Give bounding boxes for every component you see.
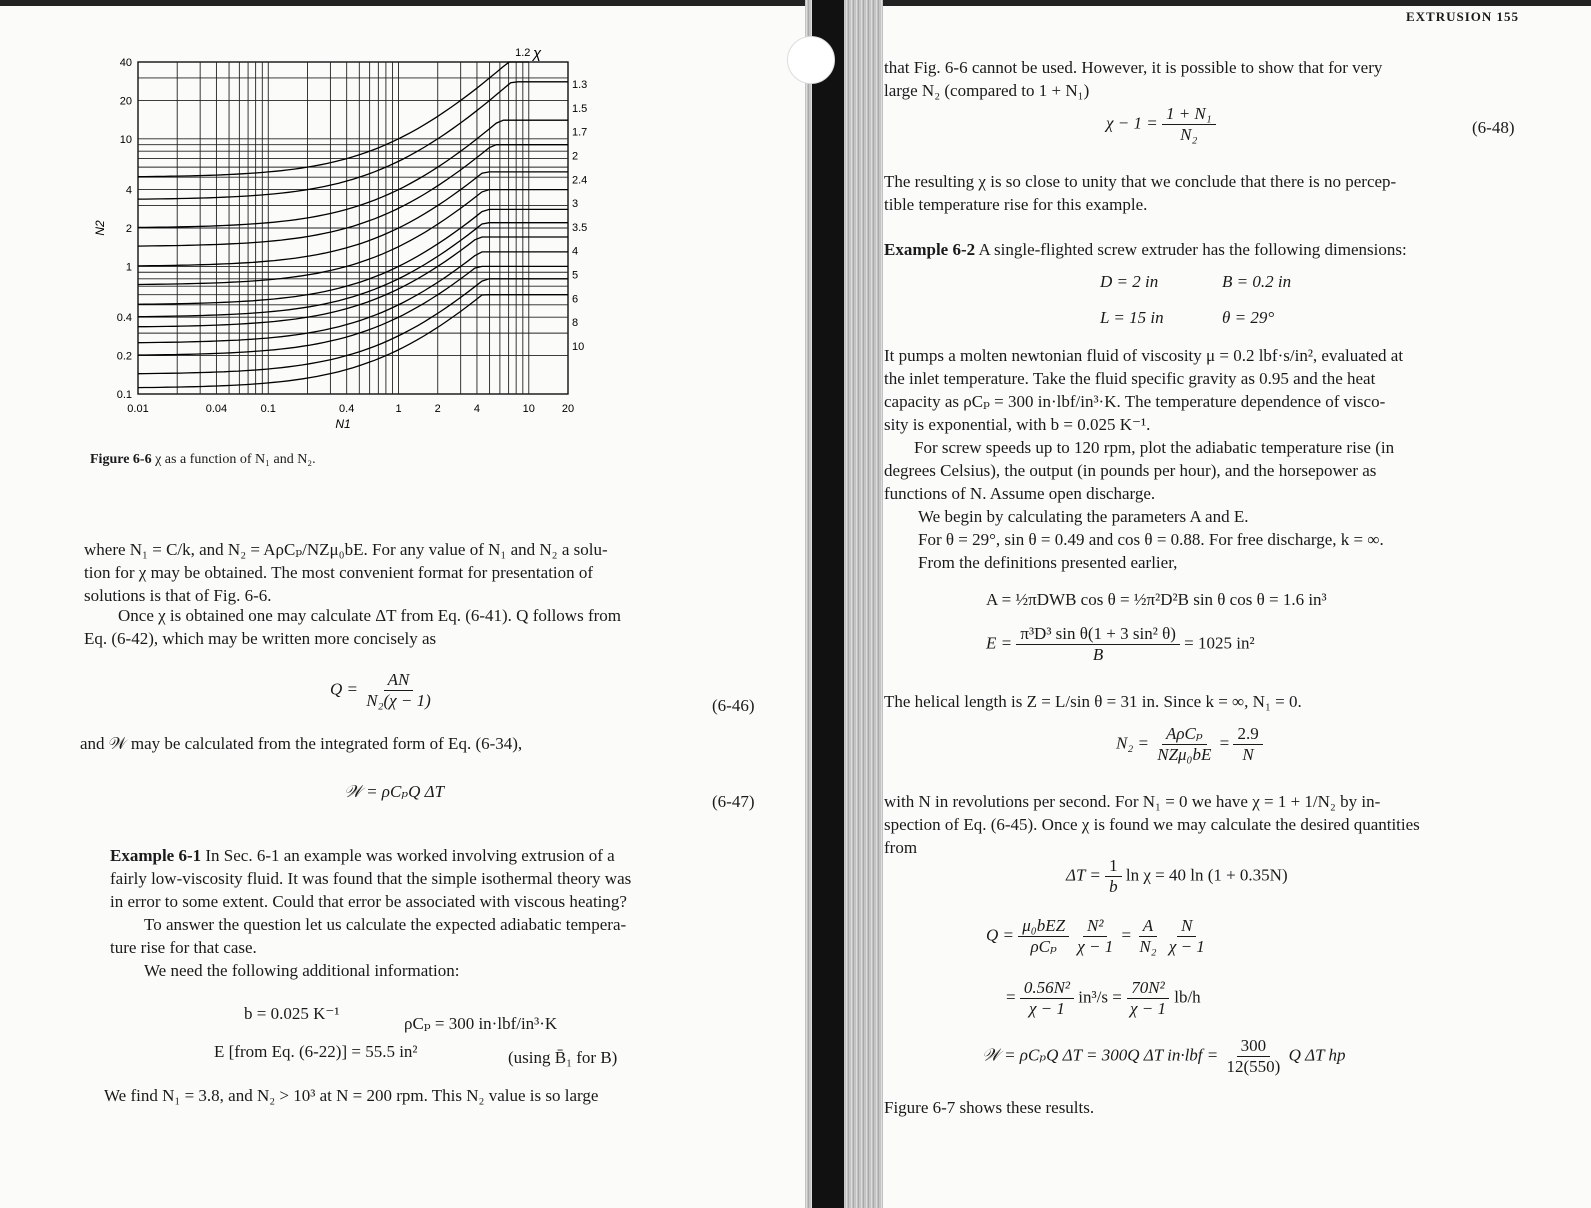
x-tick-label: 10 <box>522 403 535 415</box>
equation-delta-t <box>1066 856 1288 897</box>
example-label: Example 6-1 <box>110 846 202 865</box>
text-line: ture rise for that case. <box>110 938 257 957</box>
right-page <box>840 0 1591 1208</box>
text-line: fairly low-viscosity fluid. It was found that the simple isothermal theory was <box>110 869 632 888</box>
x-tick-label: 0.04 <box>205 403 228 415</box>
text-line: solutions is that of Fig. 6-6. <box>84 586 272 605</box>
eq-sign: = <box>1006 987 1016 1007</box>
text-line: sity is exponential, with b = 0.025 K⁻¹. <box>884 415 1151 434</box>
equation-6-48 <box>1106 104 1216 145</box>
paragraph-resulting-chi <box>884 170 1524 216</box>
text-line: that Fig. 6-6 cannot be used. However, it is possible to show that for very <box>884 58 1383 77</box>
chi-legend-labels <box>515 47 587 353</box>
text-line: tible temperature rise for this example. <box>884 195 1148 214</box>
text-line: Once χ is obtained one may calculate ΔT from Eq. (6-41). Q follows from <box>118 606 621 625</box>
x-tick-label: 4 <box>473 403 481 415</box>
paragraph-helical-length: The helical length is Z = L/sin θ = 31 in. Since k = ∞, N₁ = 0. <box>884 692 1302 711</box>
legend-label-6: 6 <box>572 293 579 306</box>
chi-curve-1-2 <box>138 62 529 177</box>
eq-numerator: N² <box>1083 916 1107 937</box>
x-tick-label: 2 <box>434 403 441 415</box>
example-text: In Sec. 6-1 an example was worked involving extrusion of a <box>205 846 615 865</box>
y-tick-label: 2 <box>125 223 132 235</box>
equation-q <box>986 916 1209 957</box>
eq-lhs: N₂ = <box>1116 733 1149 753</box>
eq-fraction <box>1233 724 1262 765</box>
figure-6-6-chart <box>60 40 620 440</box>
info-using: (using B̄₁ for B) <box>508 1048 618 1067</box>
eq-denominator: N₂(χ − 1) <box>366 691 431 710</box>
equation-a: A = ½πDWB cos θ = ½π²D²B sin θ cos θ = 1.6 in³ <box>986 590 1327 609</box>
chart-curves <box>138 62 568 388</box>
y-tick-label: 40 <box>119 57 132 69</box>
y-tick-label: 0.4 <box>116 312 132 325</box>
legend-label-1-3: 1.3 <box>572 79 588 91</box>
equation-number: (6-48) <box>1472 118 1515 137</box>
eq-numerator: 1 <box>1105 856 1122 877</box>
eq-denominator: N₂ <box>1139 937 1157 956</box>
eq-fraction <box>1223 1036 1285 1077</box>
eq-denominator: 12(550) <box>1226 1057 1281 1076</box>
text-line: capacity as ρCₚ = 300 in·lbf/in³·K. The temperature dependence of visco- <box>884 392 1386 411</box>
eq-numerator: N <box>1177 916 1196 937</box>
eq-fraction <box>1016 624 1180 665</box>
x-tick-labels <box>127 403 574 415</box>
legend-title: χ <box>533 45 542 62</box>
figure-caption-label: Figure 6-6 <box>90 452 152 467</box>
eq-denominator: b <box>1109 877 1118 896</box>
y-tick-label: 4 <box>125 184 132 197</box>
y-axis-label: N2 <box>93 220 107 236</box>
eq-lhs: χ − 1 = <box>1106 113 1158 133</box>
eq-numerator: 0.56N² <box>1020 978 1074 999</box>
chi-curve-4 <box>138 237 568 327</box>
legend-label-1-5: 1.5 <box>572 102 588 115</box>
eq-fraction <box>1018 916 1069 957</box>
text-line: spection of Eq. (6-45). Once χ is found we may calculate the desired quantities <box>884 815 1420 834</box>
text-line: where N₁ = C/k, and N₂ = AρCₚ/NZμ₀bE. For any value of N₁ and N₂ a solu- <box>84 540 608 559</box>
eq-fraction <box>1020 978 1074 1019</box>
eq-numerator: AρCₚ <box>1162 724 1207 745</box>
eq-lhs: E = <box>986 633 1013 653</box>
eq-numerator: 1 + N₁ <box>1162 104 1216 125</box>
y-tick-label: 0.2 <box>116 350 132 363</box>
legend-label-10: 10 <box>572 341 585 353</box>
legend-label-2-4: 2.4 <box>572 174 588 187</box>
text-line: large N₂ (compared to 1 + N₁) <box>884 81 1090 100</box>
paragraph-example-6-2-body <box>884 344 1524 574</box>
equation-6-46 <box>330 670 435 711</box>
eq-denominator: N₂ <box>1180 125 1198 144</box>
eq-lhs: Q = <box>986 925 1014 945</box>
x-tick-label: 20 <box>561 403 575 415</box>
legend-label-8: 8 <box>572 317 579 330</box>
legend-label-3-5: 3.5 <box>572 221 588 234</box>
x-tick-label: 0.01 <box>127 403 149 415</box>
text-line: from <box>884 838 918 857</box>
text-line: For screw speeds up to 120 rpm, plot the adiabatic temperature rise (in <box>914 438 1395 457</box>
y-tick-labels <box>117 57 132 401</box>
eq-numerator: 2.9 <box>1233 724 1262 745</box>
eq-sign: = <box>1219 733 1230 753</box>
legend-label-1-2: 1.2 <box>515 47 531 59</box>
eq-numerator: π³D³ sin θ(1 + 3 sin² θ) <box>1016 624 1180 645</box>
text-line: in error to some extent. Could that error be associated with viscous heating? <box>110 892 627 911</box>
equation-q-numeric <box>1006 978 1201 1019</box>
text-line: It pumps a molten newtonian fluid of viscosity μ = 0.2 lbf·s/in², evaluated at <box>884 346 1404 365</box>
legend-label-5: 5 <box>572 269 579 282</box>
eq-unit: lb/h <box>1174 987 1201 1007</box>
equation-w <box>982 1036 1346 1077</box>
legend-label-2: 2 <box>572 150 579 163</box>
eq-lhs: 𝒲 = ρCₚQ ΔT = 300Q ΔT in·lbf = <box>982 1045 1219 1065</box>
eq-numerator: A <box>1139 916 1157 937</box>
example-label: Example 6-2 <box>884 240 976 259</box>
eq-fraction <box>362 670 435 711</box>
eq-fraction <box>1135 916 1160 957</box>
info-e: E [from Eq. (6-22)] = 55.5 in² <box>214 1042 418 1061</box>
eq-fraction <box>1126 978 1170 1019</box>
paragraph-n1-n2 <box>84 538 774 607</box>
x-tick-label: 1 <box>395 403 402 415</box>
legend-label-3: 3 <box>572 198 579 211</box>
equation-n2 <box>1116 724 1263 765</box>
eq-unit: in³/s = <box>1078 987 1122 1007</box>
figure-caption <box>90 452 316 468</box>
text-line: degrees Celsius), the output (in pounds per hour), and the horsepower as <box>884 461 1377 480</box>
legend-label-4: 4 <box>572 245 579 258</box>
paragraph-figure-6-7: Figure 6-7 shows these results. <box>884 1098 1095 1117</box>
eq-denominator: χ − 1 <box>1077 937 1114 956</box>
equation-e <box>986 624 1255 665</box>
legend-label-1-7: 1.7 <box>572 126 588 139</box>
chi-curve-1-7 <box>138 145 568 246</box>
eq-numerator: 300 <box>1237 1036 1271 1057</box>
paragraph-with-n <box>884 790 1544 859</box>
running-header: EXTRUSION 155 <box>1406 9 1520 24</box>
text-line: tion for χ may be obtained. The most convenient format for presentation of <box>84 563 594 582</box>
punch-hole <box>787 36 835 84</box>
eq-fraction <box>1165 916 1209 957</box>
eq-numerator: μ₀bEZ <box>1018 916 1069 937</box>
text-line: the inlet temperature. Take the fluid specific gravity as 0.95 and the heat <box>884 369 1376 388</box>
eq-lhs: Q = <box>330 679 358 699</box>
y-tick-label: 1 <box>125 261 132 274</box>
eq-lhs: ΔT = <box>1066 865 1101 885</box>
eq-rhs: Q ΔT hp <box>1288 1045 1346 1065</box>
eq-numerator: AN <box>384 670 414 691</box>
text-line <box>110 844 770 867</box>
eq-fraction <box>1162 104 1216 145</box>
text-line: functions of N. Assume open discharge. <box>884 484 1156 503</box>
dimension-d: D = 2 in <box>1100 272 1159 291</box>
text-line: We need the following additional information: <box>144 961 460 980</box>
eq-rhs: ln χ = 40 ln (1 + 0.35N) <box>1125 865 1288 885</box>
chart-grid <box>138 62 568 394</box>
equation-number: (6-47) <box>712 792 755 811</box>
eq-denominator: N <box>1242 745 1254 764</box>
dimension-theta: θ = 29° <box>1222 308 1275 327</box>
eq-fraction <box>1153 724 1215 765</box>
chi-curve-1-5 <box>138 120 568 227</box>
x-axis-label: N1 <box>335 417 351 431</box>
paragraph-fig-6-6-cannot <box>884 56 1514 102</box>
eq-denominator: χ − 1 <box>1028 999 1065 1018</box>
last-line-left: We find N₁ = 3.8, and N₂ > 10³ at N = 200 rpm. This N₂ value is so large <box>104 1086 599 1105</box>
y-tick-label: 20 <box>119 95 132 108</box>
eq-rhs: = 1025 in² <box>1184 633 1255 653</box>
text-line: We begin by calculating the parameters A and E. <box>918 507 1249 526</box>
eq-denominator: ρCₚ <box>1030 937 1057 956</box>
info-b: b = 0.025 K⁻¹ <box>244 1004 340 1023</box>
text-line: For θ = 29°, sin θ = 0.49 and cos θ = 0.88. For free discharge, k = ∞. <box>918 530 1384 549</box>
dimension-b: B = 0.2 in <box>1222 272 1292 291</box>
text-line: The resulting χ is so close to unity that we conclude that there is no percep- <box>884 172 1397 191</box>
example-text: A single-flighted screw extruder has the following dimensions: <box>978 240 1407 259</box>
info-rhocp: ρCₚ = 300 in·lbf/in³·K <box>404 1014 558 1033</box>
text-line: with N in revolutions per second. For N₁ = 0 we have χ = 1 + 1/N₂ by in- <box>884 792 1381 811</box>
dimension-l: L = 15 in <box>1100 308 1164 327</box>
x-tick-label: 0.1 <box>260 403 276 415</box>
y-tick-label: 0.1 <box>116 389 132 401</box>
eq-denominator: NZμ₀bE <box>1157 745 1212 764</box>
eq-denominator: B <box>1092 645 1104 664</box>
figure-caption-text: χ as a function of N₁ and N₂. <box>155 452 316 467</box>
text-line: Eq. (6-42), which may be written more concisely as <box>84 629 437 648</box>
eq-fraction <box>1073 916 1117 957</box>
y-tick-label: 10 <box>119 133 132 146</box>
eq-denominator: χ − 1 <box>1130 999 1166 1018</box>
text-line: From the definitions presented earlier, <box>918 553 1178 572</box>
eq-denominator: χ − 1 <box>1168 937 1205 956</box>
equation-number: (6-46) <box>712 696 755 715</box>
paragraph-w: and 𝒲 may be calculated from the integrated form of Eq. (6-34), <box>80 734 523 753</box>
example-6-1 <box>110 844 770 982</box>
paragraph-once-chi <box>84 604 774 650</box>
chi-curve-1-3 <box>138 82 568 199</box>
chi-curve-3 <box>138 209 568 304</box>
text-line: To answer the question let us calculate the expected adiabatic tempera- <box>144 915 627 934</box>
example-6-2-heading <box>884 238 1524 261</box>
x-tick-label: 0.4 <box>339 403 355 415</box>
eq-fraction <box>1105 856 1122 897</box>
eq-sign: = <box>1121 925 1132 945</box>
eq-numerator: 70N² <box>1127 978 1168 999</box>
equation-6-47: 𝒲 = ρCₚQ ΔT <box>344 782 445 801</box>
